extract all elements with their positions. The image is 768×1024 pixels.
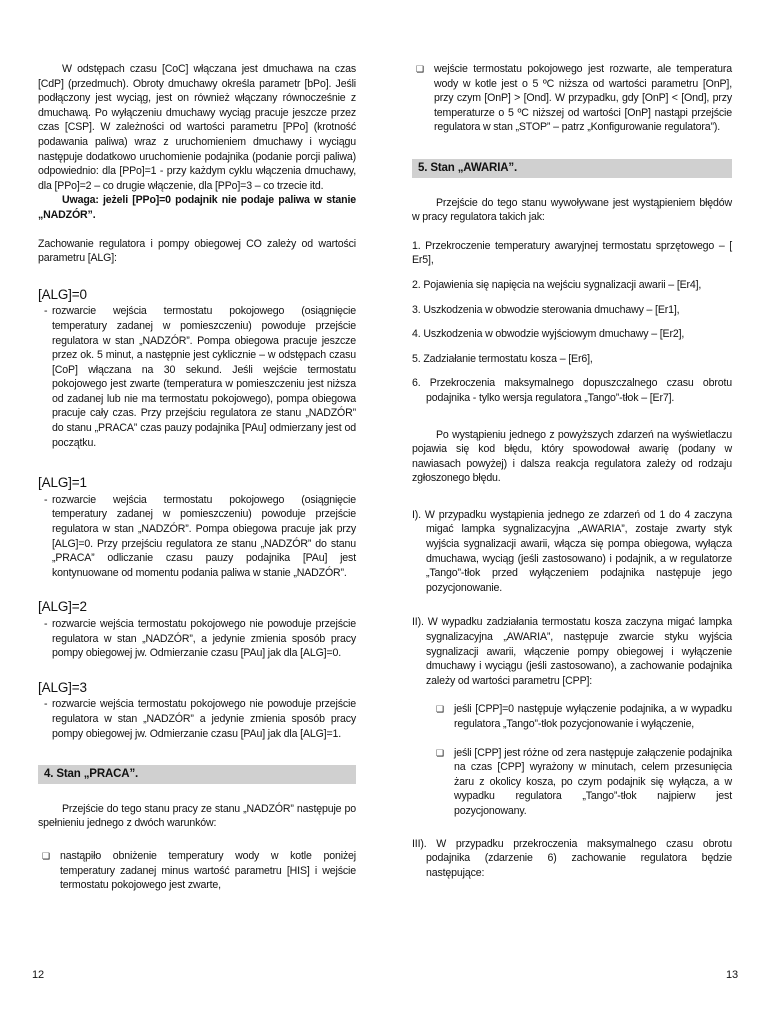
error-item-4: 4. Uszkodzenia w obwodzie wyjściowym dmuchawy – [Er2], — [412, 328, 685, 341]
case-II-bullet-1: ❏ jeśli [CPP]=0 następuje wyłączenie podajnika, a w wypadku regulatora „Tango”-tłok pozycjonowanie i wyłączenie, — [432, 702, 732, 731]
right-page-column — [412, 62, 732, 880]
page-number-right: 13 — [726, 969, 738, 981]
section-4-bullet-2: ❏ wejście termostatu pokojowego jest rozwarte, ale temperatura wody w kotle jest o 5 ºC niższa od wartości parametru [OnP], przy czym [OnP] > [Ond]. W przypadku, gdy [OnP] < [Ond], przy temperaturze o 5 ºC niższej od wartości [OnP] nastąpi przejście regulatora w stan „STOP” – patrz „Konfigurowanie regulatora”). — [412, 62, 732, 135]
alg3-text: - rozwarcie wejścia termostatu pokojowego nie powoduje przejście regulatora w stan „NADZÓR” a jedynie zmienia sposób pracy pompy obiegowej jw. Odmierzanie czasu [PAu] jak dla [ALG]=1. — [38, 697, 356, 741]
alg1-heading: [ALG]=1 — [38, 475, 87, 491]
section-4-paragraph: Przejście do tego stanu pracy ze stanu „NADZÓR” następuje po spełnieniu jednego z dwóch warunków: — [38, 802, 356, 830]
note-uwaga: Uwaga: jeżeli [PPo]=0 podajnik nie podaje paliwa w stanie „NADZÓR”. — [38, 194, 356, 221]
page-number-left: 12 — [32, 969, 44, 981]
error-item-2: 2. Pojawienia się napięcia na wejściu sygnalizacji awarii – [Er4], — [412, 278, 702, 291]
paragraph-przedmuch: W odstępach czasu [CoC] włączana jest dmuchawa na czas [CdP] (przedmuch). Obroty dmuchawy określa parametr [bPo]. Jeśli podłączony jest wyciąg, jest on również włączany równocześnie z dmuchawą. Po wyłączeniu dmuchawy wyciąg pracuje jeszcze przez czas [CSP]. W zależności od wartości parametru [PPo] (krotność podawania paliwa) wraz z uruchomieniem dmuchawy i wyciągu następuje dodatkowo uruchomienie podajnika (podanie porcji paliwa) odpowiednio: dla [PPo]=1 - przy każdym cyklu włączenia dmuchawy, dla [PPo]=2 – co drugie włączenie, dla [PPo]=3 – co trzecie itd. — [38, 63, 356, 192]
section-5-heading: 5. Stan „AWARIA”. — [412, 159, 732, 178]
case-II-bullet-2: ❏ jeśli [CPP] jest różne od zera następuje załączenie podajnika na czas [CPP] wyrażony w minutach, celem przesunięcia żaru z okolicy kosza, po czym podajnik się wyłącza, a w wypadku regulatora „Tango”-tłok najpierw jest pozycjonowany. — [432, 746, 732, 819]
error-item-3: 3. Uszkodzenia w obwodzie sterowania dmuchawy – [Er1], — [412, 303, 680, 316]
section-4-bullet-1: ❏ nastąpiło obniżenie temperatury wody w kotle poniżej temperatury zadanej minus wartość parametru [HIS] i wejście termostatu pokojowego jest zwarte, — [38, 849, 356, 893]
alg1-text: - rozwarcie wejścia termostatu pokojowego (osiągnięcie temperatury zadanej w pomieszczeniu) powoduje przejście regulatora w stan „NADZÓR”. Pompa obiegowa pracuje jak przy [ALG]=0. Przy przejściu regulatora ze stanu „NADZÓR” do stanu „PRACA” odliczanie czasu pauzy podajnika [PAu] jest kontynuowane od momentu podania paliwa w stanie „NADZÓR”. — [38, 493, 356, 581]
alg3-heading: [ALG]=3 — [38, 679, 87, 695]
paragraph-alg-intro: Zachowanie regulatora i pompy obiegowej CO zależy od wartości parametru [ALG]: — [38, 237, 356, 265]
alg2-text: - rozwarcie wejścia termostatu pokojowego nie powoduje przejście regulatora w stan „NADZÓR”, a jedynie zmienia sposób pracy pompy obiegowej jw. Odmierzanie czasu [PAu] jak dla [ALG]=0. — [38, 617, 356, 661]
alg0-text: - rozwarcie wejścia termostatu pokojowego (osiągnięcie temperatury zadanej w pomieszczeniu) powoduje przejście regulatora w stan „NADZÓR”. Pompa obiegowa pracuje jeszcze przez ok. 5 minut, a następnie jest cyklicznie – w odstępach czasu [CoP] włączana na 30 sekund. Jeśli wejście termostatu pokojowego jest zwarte (temperatura w pomieszczeniu jest niższa od zadanej lub nie ma termostatu pokojowego), pompa obiegowa pracuje cały czas. Przy przejściu regulatora ze stanu „NADZÓR” do stanu „PRACA” czas pauzy podajnika [PAu] odmierzany jest od początku. — [38, 304, 356, 450]
paragraph-after-errors: Po wystąpieniu jednego z powyższych zdarzeń na wyświetlaczu pojawia się kod błędu, który spowodował awarię (podany w nawiasach powyżej) i dalsza reakcja regulatora zależy od rodzaju zgłoszonego błędu. — [412, 428, 732, 485]
error-item-5: 5. Zadziałanie termostatu kosza – [Er6], — [412, 352, 593, 365]
error-item-1: 1. Przekroczenie temperatury awaryjnej termostatu sprzętowego – [ Er5], — [412, 239, 732, 267]
alg0-heading: [ALG]=0 — [38, 286, 87, 302]
case-I: I). W przypadku wystąpienia jednego ze zdarzeń od 1 do 4 zaczyna migać lampka sygnalizacyjna „AWARIA”, zostaje zwarty styk wyjścia sygnalizacji awarii, włącza się pompa obiegowa, wyłącza dmuchawa, wyciąg (jeśli zastosowano) i podajnik, a w regulatorze „Tango”-tłok przed wyłączeniem podajnika następuje jego pozycjonowanie. — [412, 508, 732, 594]
section-4-heading: 4. Stan „PRACA”. — [38, 765, 356, 784]
section-5-paragraph: Przejście do tego stanu wywoływane jest wystąpieniem błędów w pracy regulatora takich jak: — [412, 196, 732, 224]
case-II: II). W wypadku zadziałania termostatu kosza zaczyna migać lampka sygnalizacyjna „AWARIA”, następuje zwarcie styku wyjścia sygnalizacji awarii, włączenie pompy obiegowej i wyłączenie dmuchawy i wyciągu (jeśli zastosowano), a zachowanie podajnika zależy od wartości parametru [CPP]: — [412, 616, 732, 687]
alg2-heading: [ALG]=2 — [38, 599, 87, 615]
case-II-bullets — [412, 702, 732, 818]
case-III: III). W przypadku przekroczenia maksymalnego czasu obrotu podajnika (zdarzenie 6) zachowanie regulatora będzie następujące: — [412, 837, 732, 879]
left-page-column — [38, 62, 356, 893]
error-item-6: 6. Przekroczenia maksymalnego dopuszczalnego czasu obrotu podajnika - tylko wersja regulatora „Tango”-tłok – [Er7]. — [412, 377, 732, 404]
